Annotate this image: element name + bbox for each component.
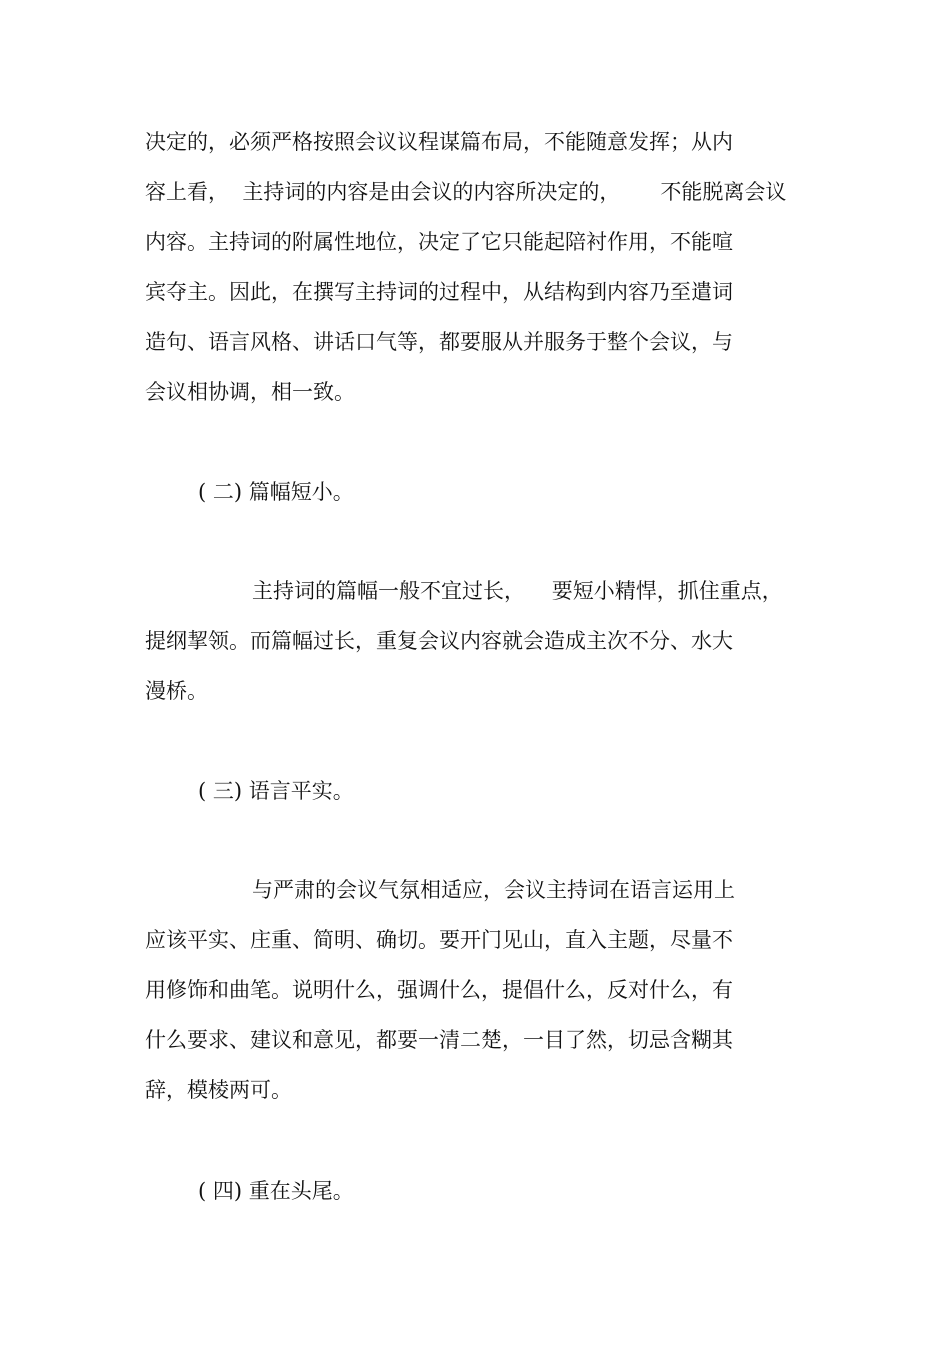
paragraph-line: 容上看， 主持词的内容是由会议的内容所决定的， 不能脱离会议	[145, 180, 787, 204]
section-heading-3: ( 三) 语言平实。	[198, 779, 354, 803]
paragraph-line: 什么要求、建议和意见，都要一清二楚，一目了然，切忌含糊其	[145, 1028, 733, 1052]
paragraph-line: 内容。主持词的附属性地位，决定了它只能起陪衬作用，不能喧	[145, 230, 733, 254]
paragraph-line: 提纲挈领。而篇幅过长，重复会议内容就会造成主次不分、水大	[145, 629, 733, 653]
paragraph-line: 决定的，必须严格按照会议议程谋篇布局，不能随意发挥；从内	[145, 130, 733, 154]
paragraph-line: 应该平实、庄重、简明、确切。要开门见山，直入主题，尽量不	[145, 928, 733, 952]
paragraph-line: 与严肃的会议气氛相适应，会议主持词在语言运用上	[252, 878, 735, 902]
paragraph-line: 用修饰和曲笔。说明什么，强调什么，提倡什么，反对什么，有	[145, 978, 733, 1002]
paragraph-line: 漫桥。	[145, 679, 208, 703]
paragraph-line: 会议相协调，相一致。	[145, 380, 355, 404]
paragraph-line: 辞，模棱两可。	[145, 1078, 292, 1102]
section-heading-2: ( 二) 篇幅短小。	[198, 480, 354, 504]
section-heading-4: ( 四) 重在头尾。	[198, 1179, 354, 1203]
paragraph-line: 宾夺主。因此，在撰写主持词的过程中，从结构到内容乃至遣词	[145, 280, 733, 304]
paragraph-line: 主持词的篇幅一般不宜过长， 要短小精悍，抓住重点，	[252, 579, 783, 603]
paragraph-line: 造句、语言风格、讲话口气等，都要服从并服务于整个会议，与	[145, 330, 733, 354]
